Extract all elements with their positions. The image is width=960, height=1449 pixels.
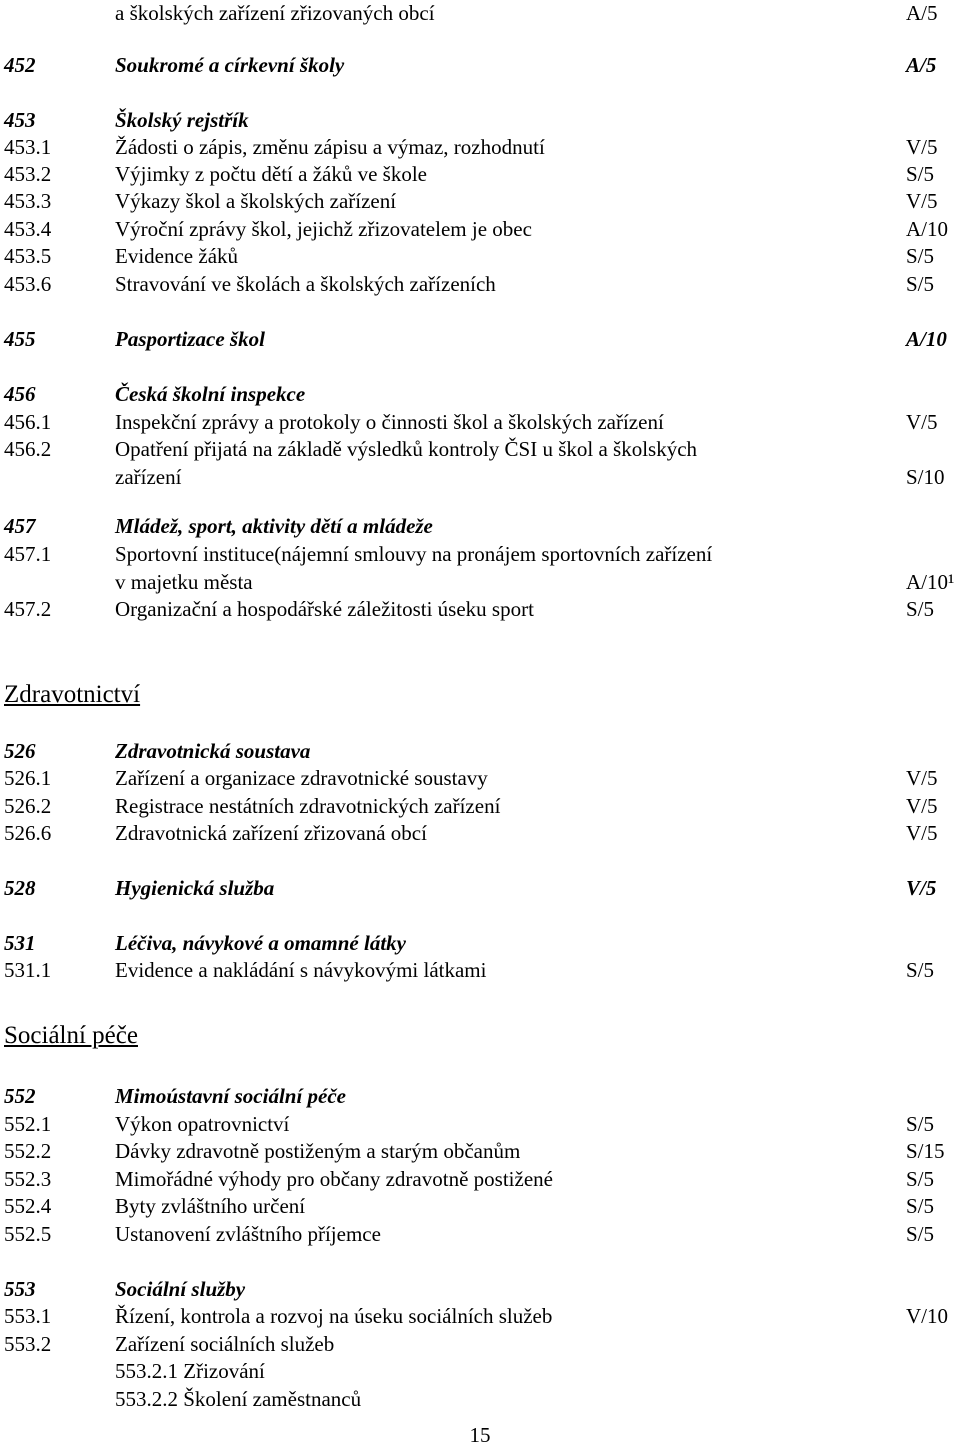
item-text: Žádosti o zápis, změnu zápisu a výmaz, rozhodnutí (115, 135, 545, 159)
item-code: 552.4 (4, 1194, 52, 1218)
group-heading-row (0, 52, 960, 79)
item-retention: S/10 (906, 465, 945, 489)
list-item (0, 765, 960, 792)
item-text: Školský rejstřík (115, 108, 249, 132)
list-item (0, 1331, 960, 1358)
item-code: 452 (4, 53, 36, 77)
item-retention: S/5 (906, 244, 935, 268)
item-code: 453.3 (4, 189, 52, 213)
list-item (0, 0, 960, 27)
item-code: 531 (4, 931, 36, 955)
item-text: Zdravotnická zařízení zřizovaná obcí (115, 821, 427, 845)
list-item (0, 1193, 960, 1220)
item-code: 453.1 (4, 135, 52, 159)
item-code: 526.2 (4, 794, 52, 818)
item-code: 453.2 (4, 162, 52, 186)
item-text: Opatření přijatá na základě výsledků kontroly ČSI u škol a školských (115, 437, 698, 461)
group-heading-row (0, 1083, 960, 1110)
list-item (0, 134, 960, 161)
item-retention: V/5 (906, 794, 938, 818)
group-heading-row (0, 1276, 960, 1303)
list-item (0, 1221, 960, 1248)
item-text: Soukromé a církevní školy (115, 53, 345, 77)
group-heading-row (0, 326, 960, 353)
item-retention: S/5 (906, 958, 935, 982)
item-retention: S/5 (906, 1112, 935, 1136)
item-retention: S/5 (906, 1222, 935, 1246)
item-text: Dávky zdravotně postiženým a starým občanům (115, 1139, 521, 1163)
item-code: 553 (4, 1277, 36, 1301)
item-text: Česká školní inspekce (115, 382, 306, 406)
item-retention: V/5 (906, 766, 938, 790)
item-retention: V/5 (906, 189, 938, 213)
item-retention: V/5 (906, 876, 937, 900)
item-retention: V/5 (906, 821, 938, 845)
item-text: Stravování ve školách a školských zařízeních (115, 272, 496, 296)
list-item (0, 1358, 960, 1385)
item-code: 553.1 (4, 1304, 52, 1328)
item-retention: A/10 (906, 217, 948, 241)
page-number: 15 (469, 1423, 491, 1447)
section-heading-social: Sociální péče (4, 1022, 138, 1049)
list-item (0, 1111, 960, 1138)
item-text: Mimoústavní sociální péče (115, 1084, 346, 1108)
list-item (0, 271, 960, 298)
item-retention: A/5 (906, 1, 938, 25)
item-code: 456.1 (4, 410, 52, 434)
list-item (0, 161, 960, 188)
list-item (0, 464, 960, 491)
item-code: 457.1 (4, 542, 52, 566)
group-heading-row (0, 738, 960, 765)
item-code: 528 (4, 876, 36, 900)
list-item (0, 188, 960, 215)
item-code: 552 (4, 1084, 36, 1108)
item-text: 553.2.1 Zřizování (115, 1359, 265, 1383)
item-text: Výjimky z počtu dětí a žáků ve škole (115, 162, 427, 186)
item-text: Zařízení a organizace zdravotnické soustavy (115, 766, 488, 790)
item-text: Ustanovení zvláštního příjemce (115, 1222, 381, 1246)
item-retention: S/5 (906, 272, 935, 296)
item-text: v majetku města (115, 570, 253, 594)
item-retention: S/15 (906, 1139, 945, 1163)
group-heading-row (0, 107, 960, 134)
item-code: 526.1 (4, 766, 52, 790)
item-text: Pasportizace škol (115, 327, 265, 351)
item-retention: A/5 (906, 53, 937, 77)
list-item (0, 793, 960, 820)
item-code: 457.2 (4, 597, 52, 621)
item-retention: A/10¹ (906, 570, 955, 594)
item-text: Mládež, sport, aktivity dětí a mládeže (115, 514, 433, 538)
group-heading-row (0, 875, 960, 902)
item-code: 526 (4, 739, 36, 763)
section-heading-health: Zdravotnictví (4, 681, 141, 708)
list-item (0, 957, 960, 984)
item-code: 453 (4, 108, 36, 132)
item-text: Sociální služby (115, 1277, 246, 1301)
item-retention: S/5 (906, 1194, 935, 1218)
list-item (0, 1166, 960, 1193)
list-item (0, 596, 960, 623)
item-text: 553.2.2 Školení zaměstnanců (115, 1387, 362, 1411)
item-text: Zdravotnická soustava (115, 739, 311, 763)
group-heading-row (0, 930, 960, 957)
item-code: 552.2 (4, 1139, 52, 1163)
item-code: 553.2 (4, 1332, 52, 1356)
item-code: 531.1 (4, 958, 52, 982)
list-item (0, 409, 960, 436)
item-retention: S/5 (906, 597, 935, 621)
item-code: 453.5 (4, 244, 52, 268)
item-retention: S/5 (906, 1167, 935, 1191)
item-text: Inspekční zprávy a protokoly o činnosti škol a školských zařízení (115, 410, 664, 434)
item-code: 526.6 (4, 821, 52, 845)
item-text: Zařízení sociálních služeb (115, 1332, 335, 1356)
item-code: 456 (4, 382, 36, 406)
list-item (0, 1303, 960, 1330)
list-item (0, 541, 960, 568)
item-text: Evidence žáků (115, 244, 239, 268)
item-code: 457 (4, 514, 36, 538)
item-text: Výkazy škol a školských zařízení (115, 189, 397, 213)
item-retention: S/5 (906, 162, 935, 186)
item-code: 552.1 (4, 1112, 52, 1136)
item-retention: V/5 (906, 410, 938, 434)
item-text: Řízení, kontrola a rozvoj na úseku sociálních služeb (115, 1304, 553, 1328)
item-code: 456.2 (4, 437, 52, 461)
item-retention: A/10 (906, 327, 947, 351)
item-retention: V/5 (906, 135, 938, 159)
item-text: Léčiva, návykové a omamné látky (115, 931, 406, 955)
item-code: 552.3 (4, 1167, 52, 1191)
group-heading-row (0, 381, 960, 408)
item-text: a školských zařízení zřizovaných obcí (115, 1, 435, 25)
list-item (0, 243, 960, 270)
item-text: Hygienická služba (115, 876, 275, 900)
item-text: Mimořádné výhody pro občany zdravotně postižené (115, 1167, 553, 1191)
group-heading-row (0, 513, 960, 540)
list-item (0, 436, 960, 463)
item-text: zařízení (115, 465, 182, 489)
item-text: Výkon opatrovnictví (115, 1112, 290, 1136)
item-code: 455 (4, 327, 36, 351)
list-item (0, 1138, 960, 1165)
item-retention: V/10 (906, 1304, 948, 1328)
list-item (0, 569, 960, 596)
list-item (0, 1386, 960, 1413)
item-text: Organizační a hospodářské záležitosti úseku sport (115, 597, 534, 621)
item-code: 453.6 (4, 272, 52, 296)
item-text: Sportovní instituce(nájemní smlouvy na pronájem sportovních zařízení (115, 542, 713, 566)
item-text: Výroční zprávy škol, jejichž zřizovatelem je obec (115, 217, 532, 241)
list-item (0, 216, 960, 243)
item-text: Evidence a nakládání s návykovými látkami (115, 958, 487, 982)
list-item (0, 820, 960, 847)
item-code: 453.4 (4, 217, 52, 241)
item-text: Byty zvláštního určení (115, 1194, 306, 1218)
item-text: Registrace nestátních zdravotnických zařízení (115, 794, 501, 818)
item-code: 552.5 (4, 1222, 52, 1246)
